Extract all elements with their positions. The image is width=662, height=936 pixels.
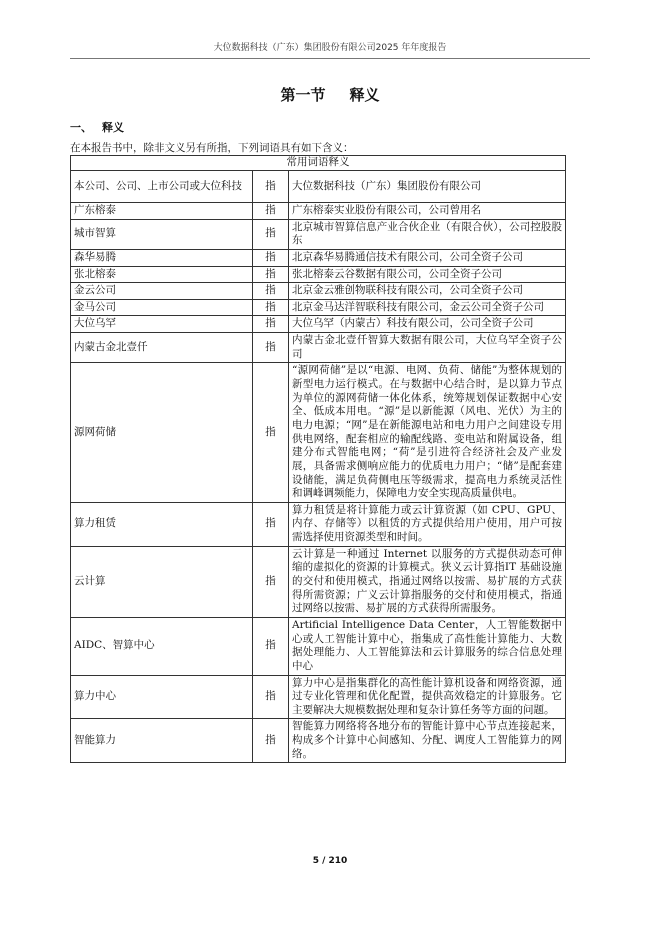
definition-cell: 内蒙古金北壹仟智算大数据有限公司，大位乌罕全资子公司: [289, 333, 566, 363]
header-divider: [70, 58, 590, 59]
table-row: [71, 546, 566, 617]
definition-cell: Artificial Intelligence Data Center，人工智能数据中心或人工智能计算中心，指集成了高性能计算能力、大数据处理能力、人工智能算法和云计算服务的综合信息处理中心: [289, 617, 566, 675]
table-caption: 常用词语释义: [71, 156, 566, 171]
section-number: 第一节: [280, 86, 326, 104]
definition-cell: 北京城市智算信息产业合伙企业（有限合伙），公司控股股东: [289, 219, 566, 249]
definition-cell: 北京森华易腾通信技术有限公司，公司全资子公司: [289, 249, 566, 266]
table-row: [71, 203, 566, 220]
term-cell: 张北榕泰: [71, 266, 253, 283]
definition-cell: 云计算是一种通过 Internet 以服务的方式提供动态可伸缩的虚拟化的资源的计算模式。狭义云计算指IT 基础设施的交付和使用模式，指通过网络以按需、易扩展的方式获得所需资源；广义云计算指服务的交付和使用模式，指通过网络以按需、易扩展的方式获得所需服务。: [289, 546, 566, 617]
definitions-table: [70, 155, 566, 763]
intro-paragraph: 在本报告书中，除非文义另有所指，下列词语具有如下含义：: [70, 142, 354, 154]
definition-cell: 智能算力网络将各地分布的智能计算中心节点连接起来，构成多个计算中心间感知、分配、调度人工智能算力的网络。: [289, 719, 566, 763]
term-cell: 算力租赁: [71, 502, 253, 546]
term-cell: 森华易腾: [71, 249, 253, 266]
refers-cell: 指: [253, 617, 289, 675]
refers-cell: 指: [253, 363, 289, 502]
refers-cell: 指: [253, 249, 289, 266]
table-row: [71, 283, 566, 300]
term-cell: 智能算力: [71, 719, 253, 763]
table-row: [71, 675, 566, 719]
refers-cell: 指: [253, 219, 289, 249]
refers-cell: 指: [253, 266, 289, 283]
table-row: [71, 171, 566, 203]
table-row: [71, 316, 566, 333]
term-cell: 广东榕泰: [71, 203, 253, 220]
table-row: [71, 299, 566, 316]
table-row: [71, 219, 566, 249]
term-cell: 源网荷储: [71, 363, 253, 502]
definition-cell: 北京金云雅创物联科技有限公司，公司全资子公司: [289, 283, 566, 300]
table-row: [71, 333, 566, 363]
definition-cell: 算力中心是指集群化的高性能计算机设备和网络资源，通过专业化管理和优化配置，提供高效稳定的计算服务。它主要解决大规模数据处理和复杂计算任务等方面的问题。: [289, 675, 566, 719]
table-caption-row: [71, 156, 566, 171]
definition-cell: 张北榕泰云谷数据有限公司，公司全资子公司: [289, 266, 566, 283]
sub-heading-text: 释义: [102, 121, 124, 134]
term-cell: 金云公司: [71, 283, 253, 300]
table-row: [71, 617, 566, 675]
table-row: [71, 719, 566, 763]
refers-cell: 指: [253, 316, 289, 333]
refers-cell: 指: [253, 675, 289, 719]
term-cell: 城市智算: [71, 219, 253, 249]
table-row: [71, 363, 566, 502]
term-cell: 金马公司: [71, 299, 253, 316]
term-cell: 内蒙古金北壹仟: [71, 333, 253, 363]
sub-heading-number: 一、: [70, 121, 92, 134]
term-cell: 本公司、公司、上市公司或大位科技: [71, 171, 253, 203]
definition-cell: 大位乌罕（内蒙古）科技有限公司，公司全资子公司: [289, 316, 566, 333]
term-cell: 大位乌罕: [71, 316, 253, 333]
table-row: [71, 502, 566, 546]
section-title: [70, 84, 590, 105]
table-row: [71, 249, 566, 266]
page-number: 5 / 210: [312, 856, 348, 866]
term-cell: 云计算: [71, 546, 253, 617]
sub-heading: [70, 119, 124, 135]
refers-cell: 指: [253, 502, 289, 546]
definition-cell: 北京金马达洋智联科技有限公司，金云公司全资子公司: [289, 299, 566, 316]
refers-cell: 指: [253, 283, 289, 300]
refers-cell: 指: [253, 333, 289, 363]
refers-cell: 指: [253, 203, 289, 220]
section-name: 释义: [349, 86, 380, 104]
page-header: 大位数据科技（广东）集团股份有限公司2025 年年度报告: [213, 43, 447, 53]
definition-cell: 大位数据科技（广东）集团股份有限公司: [289, 171, 566, 203]
definition-cell: 广东榕泰实业股份有限公司，公司曾用名: [289, 203, 566, 220]
term-cell: 算力中心: [71, 675, 253, 719]
definition-cell: “源网荷储”是以“电源、电网、负荷、储能”为整体规划的新型电力运行模式。在与数据中心结合时，是以算力节点为单位的源网荷储一体化体系，统筹规划保证数据中心安全、低成本用电。“源”是以新能源（风电、光伏）为主的电力电源；“网”是在新能源电站和电力用户之间建设专用供电网络，配套相应的输配线路、变电站和附属设备，组建分布式智能电网；“荷”是引进符合经济社会及产业发展，具备需求侧响应能力的优质电力用户；“储”是配套建设储能，满足负荷侧电压等级需求，提高电力系统灵活性和调峰调频能力，保障电力安全实现高质量供电。: [289, 363, 566, 502]
term-cell: AIDC、智算中心: [71, 617, 253, 675]
table-row: [71, 266, 566, 283]
refers-cell: 指: [253, 546, 289, 617]
refers-cell: 指: [253, 719, 289, 763]
refers-cell: 指: [253, 299, 289, 316]
refers-cell: 指: [253, 171, 289, 203]
definition-cell: 算力租赁是将计算能力或云计算资源（如 CPU、GPU、内存、存储等）以租赁的方式提供给用户使用，用户可按需选择使用资源类型和时间。: [289, 502, 566, 546]
